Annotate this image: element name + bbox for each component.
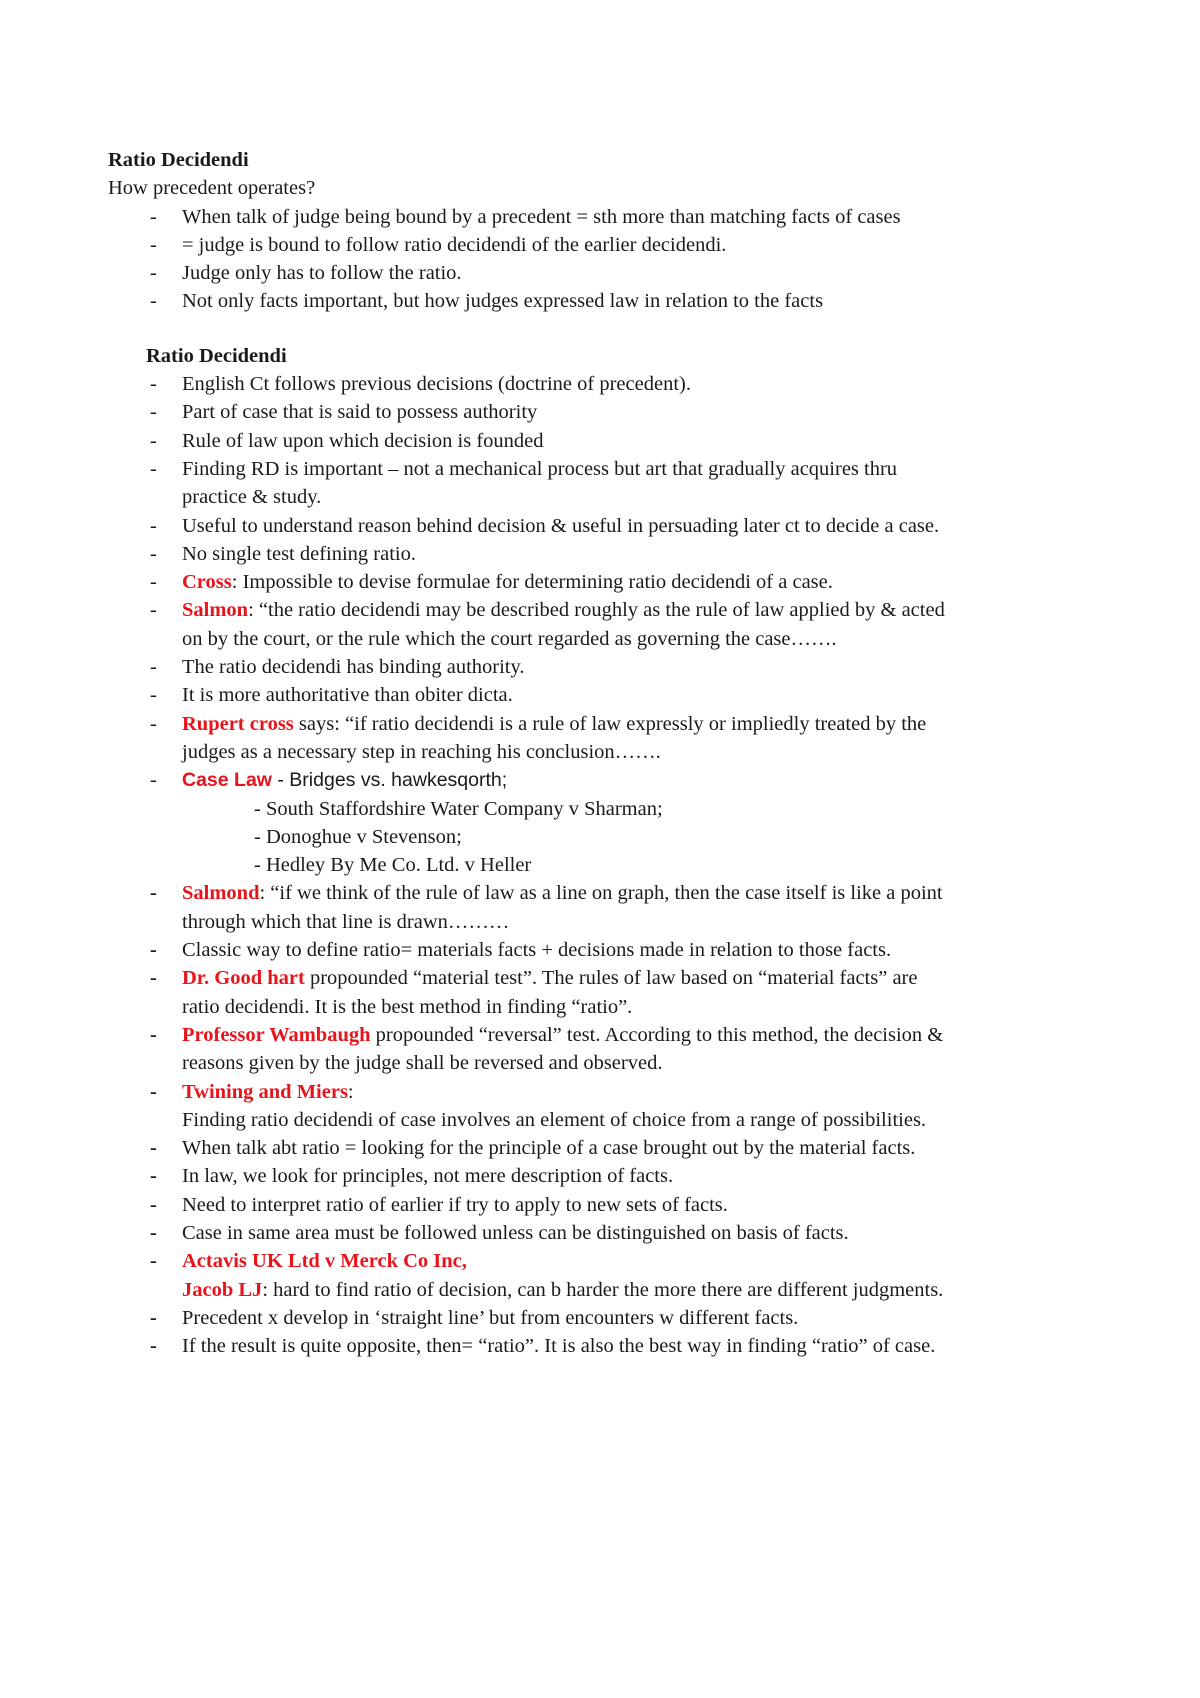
author-wambaugh: Professor Wambaugh <box>182 1023 371 1046</box>
list-item-continuation: through which that line is drawn……… <box>182 910 510 933</box>
author-cross: Cross <box>182 571 232 594</box>
list-item: - If the result is quite opposite, then= “ratio”. It is also the best way in finding “ratio” of case. <box>150 1335 936 1358</box>
list-item-continuation: ratio decidendi. It is the best method in finding “ratio”. <box>182 995 633 1018</box>
list-item: - = judge is bound to follow ratio decidendi of the earlier decidendi. <box>150 233 727 256</box>
list-item: - The ratio decidendi has binding authority. <box>150 656 525 679</box>
case-actavis: Actavis UK Ltd v Merck Co Inc, <box>182 1250 467 1273</box>
list-item-goodhart: - Dr. Good hart propounded “material test”. The rules of law based on “material facts” are <box>150 967 918 990</box>
author-salmon: Salmon <box>182 599 249 622</box>
list-item-rupert-cross: - Rupert cross says: “if ratio decidendi is a rule of law expressly or impliedly treated by the <box>150 712 927 735</box>
author-salmond: Salmond <box>182 882 260 905</box>
list-item: - Case in same area must be followed unless can be distinguished on basis of facts. <box>150 1221 849 1244</box>
list-item: - When talk of judge being bound by a precedent = sth more than matching facts of cases <box>150 205 901 228</box>
list-item: - Not only facts important, but how judges expressed law in relation to the facts <box>150 290 824 313</box>
list-item: - Useful to understand reason behind decision & useful in persuading later ct to decide a case. <box>150 514 940 537</box>
list-item-salmond: - Salmond: “if we think of the rule of law as a line on graph, then the case itself is like a point <box>150 882 943 905</box>
section-1-list <box>108 203 1108 316</box>
list-item: - No single test defining ratio. <box>150 542 416 565</box>
list-item: - Part of case that is said to possess authority <box>150 401 538 424</box>
list-item: - English Ct follows previous decisions (doctrine of precedent). <box>150 373 691 396</box>
list-item-continuation: reasons given by the judge shall be reversed and observed. <box>182 1052 663 1075</box>
judge-jacob: Jacob LJ <box>182 1278 263 1301</box>
list-item-salmon: - Salmon: “the ratio decidendi may be described roughly as the rule of law applied by & acted <box>150 599 945 622</box>
subcase-item: - South Staffordshire Water Company v Sharman; <box>254 797 663 820</box>
list-item: - Judge only has to follow the ratio. <box>150 262 462 285</box>
list-item: - Precedent x develop in ‘straight line’ but from encounters w different facts. <box>150 1306 799 1329</box>
list-item: - Need to interpret ratio of earlier if try to apply to new sets of facts. <box>150 1193 728 1216</box>
list-item-continuation: judges as a necessary step in reaching his conclusion……. <box>182 740 661 763</box>
document-body <box>108 146 1108 1360</box>
case-law-label: Case Law <box>182 769 272 792</box>
section-1-title: Ratio Decidendi <box>108 149 249 171</box>
list-item: - Finding RD is important – not a mechanical process but art that gradually acquires thru <box>150 457 898 480</box>
list-item-cross: - Cross: Impossible to devise formulae for determining ratio decidendi of a case. <box>150 571 833 594</box>
list-item: - In law, we look for principles, not mere description of facts. <box>150 1165 674 1188</box>
section-2-list <box>108 370 1108 794</box>
subcase-item: - Donoghue v Stevenson; <box>254 825 462 848</box>
list-item: - It is more authoritative than obiter dicta. <box>150 684 513 707</box>
section-2-list-continued <box>108 879 1108 1360</box>
list-item-wambaugh: - Professor Wambaugh propounded “reversal” test. According to this method, the decision & <box>150 1023 944 1046</box>
list-item: - Rule of law upon which decision is founded <box>150 429 544 452</box>
list-item-case-law: - Case Law - Bridges vs. hawkesqorth; <box>150 769 508 792</box>
list-item-continuation: practice & study. <box>182 486 322 509</box>
list-item: - When talk abt ratio = looking for the principle of a case brought out by the material facts. <box>150 1137 916 1160</box>
subcase-item: - Hedley By Me Co. Ltd. v Heller <box>254 854 532 877</box>
author-twining-miers: Twining and Miers <box>182 1080 348 1103</box>
list-item-continuation: on by the court, or the rule which the court regarded as governing the case……. <box>182 627 837 650</box>
section-2-title: Ratio Decidendi <box>146 344 287 367</box>
author-goodhart: Dr. Good hart <box>182 967 305 990</box>
list-item-continuation: Finding ratio decidendi of case involves an element of choice from a range of possibilities. <box>182 1108 927 1131</box>
author-rupert-cross: Rupert cross <box>182 712 294 735</box>
list-item-twining: - Twining and Miers: <box>150 1080 354 1103</box>
list-item-continuation: Jacob LJ: hard to find ratio of decision, can b harder the more there are different judgments. <box>182 1278 944 1301</box>
list-item-actavis: - Actavis UK Ltd v Merck Co Inc, <box>150 1250 467 1273</box>
list-item: - Classic way to define ratio= materials facts + decisions made in relation to those facts. <box>150 939 892 962</box>
section-1-subtitle: How precedent operates? <box>108 177 316 200</box>
